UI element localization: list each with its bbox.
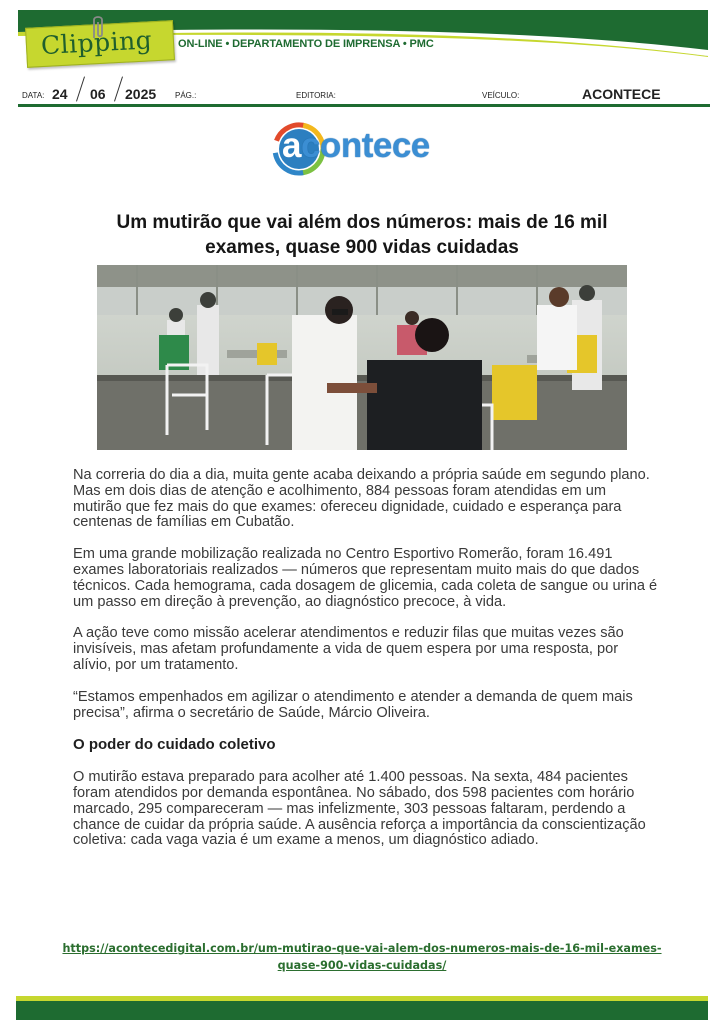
logo-wordmark	[282, 126, 430, 166]
article-paragraph: Em uma grande mobilização realizada no Centro Esportivo Romerão, foram 16.491 exames laboratoriais realizados — números que representam muito mais do que dados técnicos. Cada hemograma, cada dosagem de glicemia, cada coleta de sangue ou urina é um passo em direção à prevenção, ao diagnóstico precoce, à vida.	[73, 546, 658, 610]
footer-band-graphic	[16, 996, 708, 1020]
article-paragraph: A ação teve como missão acelerar atendimentos e reduzir filas que muitas vezes são invisíveis, mas afetam profundamente a vida de quem espera por uma resposta, por alívio, por um tratamento.	[73, 625, 624, 673]
date-month: 06	[90, 86, 106, 102]
date-separator	[114, 76, 123, 101]
logo-first-letter: a	[282, 126, 301, 165]
article-body	[73, 468, 658, 865]
photo-illustration	[97, 265, 627, 450]
clipping-label: Clipping	[40, 25, 153, 61]
acontece-logo	[272, 122, 462, 176]
source-link[interactable]	[52, 940, 672, 974]
article-paragraph: Na correria do dia a dia, muita gente acaba deixando a própria saúde em segundo plano. Mas em dois dias de atenção e acolhimento, 884 pessoas foram atendidas em um mutirão que fez mais do que exames: ofereceu dignidade, cuidado e esperança para centenas de famílias em Cubatão.	[73, 467, 650, 531]
footer-band	[16, 996, 708, 1020]
date-label: DATA:	[22, 91, 45, 100]
paperclip-icon	[88, 14, 110, 40]
veiculo-label: VEÍCULO:	[482, 91, 520, 100]
meta-divider	[18, 104, 710, 107]
article-photo	[97, 265, 627, 450]
source-url-line-1: https://acontecedigital.com.br/um-mutirao-que-vai-alem-dos-numeros-mais-de-16-mil-exames-	[62, 942, 662, 955]
veiculo-value: ACONTECE	[582, 86, 661, 102]
quote-line-1: “Estamos empenhados em agilizar o atendimento e atender a demanda de quem mais	[73, 688, 633, 705]
article-subheading: O poder do cuidado coletivo	[73, 736, 276, 754]
date-year: 2025	[125, 86, 157, 102]
clipping-meta-row	[20, 84, 710, 106]
editoria-label: EDITORIA:	[296, 91, 336, 100]
logo-rest-letters: contece	[300, 126, 430, 165]
source-url-line-2: quase-900-vidas-cuidadas/	[277, 959, 447, 972]
page-label: PÁG.:	[175, 91, 197, 100]
date-separator	[76, 76, 85, 101]
date-day: 24	[52, 86, 68, 102]
department-title: ON-LINE • DEPARTAMENTO DE IMPRENSA • PMC	[178, 38, 434, 50]
article-paragraph: O mutirão estava preparado para acolher até 1.400 pessoas. Na sexta, 484 pacientes foram atendidos por demanda espontânea. No sábado, dos 598 pacientes com horário marcado, 295 compareceram — mas infelizmente, 303 pessoas faltaram, perdendo a chance de cuidar da própria saúde. A ausência reforça a importância da conscientização coletiva: cada vaga vazia é um exame a menos, um diagnóstico adiado.	[73, 769, 646, 849]
quote-line-2: precisa”, afirma o secretário de Saúde, Márcio Oliveira.	[73, 704, 430, 721]
article-quote	[73, 690, 658, 722]
article-headline: Um mutirão que vai além dos números: mais de 16 mil exames, quase 900 vidas cuidadas	[116, 212, 608, 258]
